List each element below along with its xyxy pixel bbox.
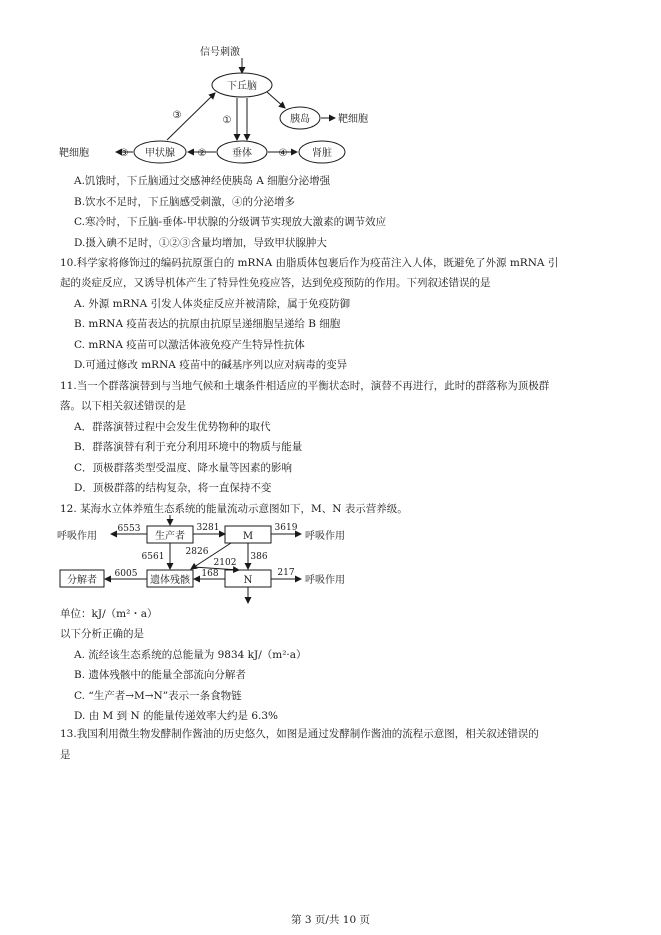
page-footer: 第 3 页/共 10 页 xyxy=(291,914,370,926)
islet-target-label: 靶细胞 xyxy=(338,114,368,125)
producer-label: 生产者 xyxy=(155,531,185,542)
label-2: ② xyxy=(197,148,207,159)
q10-option-a: A. 外源 mRNA 引发人体炎症反应并被清除，属于免疫防御 xyxy=(74,298,351,310)
kidney-label: 肾脏 xyxy=(312,148,332,159)
q9-option-a: A.饥饿时，下丘脑通过交感神经使胰岛 A 细胞分泌增强 xyxy=(74,175,331,187)
v6561-label: 6561 xyxy=(141,552,165,562)
label-3-lower: ③ xyxy=(119,148,129,159)
label-1: ① xyxy=(222,115,232,126)
q12-option-d: D. 由 M 到 N 的能量传递效率大约是 6.3% xyxy=(74,710,279,722)
q12-option-b: B. 遗体残骸中的能量全部流向分解者 xyxy=(74,669,246,681)
respiration-n-label: 呼吸作用 xyxy=(305,575,345,586)
q12-stem: 12. 某海水立体养殖生态系统的能量流动示意图如下，M、N 表示营养级。 xyxy=(60,503,408,515)
hyp-islet-arrow xyxy=(267,92,285,108)
n-label: N xyxy=(243,575,253,586)
q13-stem-line2: 是 xyxy=(60,749,71,761)
q11-option-b: B．群落演替有利于充分利用环境中的物质与能量 xyxy=(74,441,303,453)
q10-stem-line1: 10.科学家将修饰过的编码抗原蛋白的 mRNA 由脂质体包裹后作为疫苗注入人体，既避免了外源 mRNA 引 xyxy=(60,257,559,269)
q13-stem-line1: 13.我国利用微生物发酵制作酱油的历史悠久，如图是通过发酵制作酱油的流程示意图，相关叙述错误的 xyxy=(60,728,539,740)
v6553-label: 6553 xyxy=(117,524,141,534)
q12-option-a: A. 流经该生态系统的总能量为 9834 kJ/（m²·a） xyxy=(74,649,307,661)
decomposer-label: 分解者 xyxy=(67,575,97,586)
m-label: M xyxy=(242,531,254,542)
v217-label: 217 xyxy=(277,568,295,578)
label-4: ④ xyxy=(278,148,288,159)
q11-stem-line2: 落。以下相关叙述错误的是 xyxy=(60,400,186,412)
q10-option-b: B. mRNA 疫苗表达的抗原由抗原呈递细胞呈递给 B 细胞 xyxy=(74,318,341,330)
q10-stem-line2: 起的炎症反应，又诱导机体产生了特异性免疫应答，达到免疫预防的作用。下列叙述错误的是 xyxy=(60,277,491,289)
label-3-upper: ③ xyxy=(172,110,182,121)
q10-option-c: C. mRNA 疫苗可以激活体液免疫产生特异性抗体 xyxy=(74,339,305,351)
islet-label: 胰岛 xyxy=(290,114,310,125)
q12-prompt: 以下分析正确的是 xyxy=(60,628,144,640)
hypothalamus-label: 下丘脑 xyxy=(227,81,257,92)
q9-regulation-diagram xyxy=(55,40,385,170)
pituitary-label: 垂体 xyxy=(232,148,252,159)
v3619-label: 3619 xyxy=(274,523,298,533)
v2826-label: 2826 xyxy=(185,547,209,557)
respiration-producer-label: 呼吸作用 xyxy=(57,531,97,542)
q12-option-c: C. “生产者→M→N”表示一条食物链 xyxy=(74,690,242,702)
v386-label: 386 xyxy=(250,552,268,562)
signal-label: 信号刺激 xyxy=(200,47,240,58)
q9-option-b: B.饮水不足时，下丘脑感受刺激，④的分泌增多 xyxy=(74,196,296,208)
v6005-label: 6005 xyxy=(114,569,138,579)
thyroid-label: 甲状腺 xyxy=(145,148,175,159)
q11-option-d: D．顶极群落的结构复杂，将一直保持不变 xyxy=(74,482,272,494)
v2102-label: 2102 xyxy=(213,558,237,568)
v3281-label: 3281 xyxy=(196,523,220,533)
q12-unit: 单位：kJ/（m²・a） xyxy=(60,608,158,620)
q12-energy-flow-diagram xyxy=(55,515,375,605)
q9-option-d: D.摄入碘不足时，①②③含量均增加，导致甲状腺肿大 xyxy=(74,237,327,249)
q11-option-c: C．顶极群落类型受温度、降水量等因素的影响 xyxy=(74,462,293,474)
respiration-m-label: 呼吸作用 xyxy=(305,531,345,542)
q9-option-c: C.寒冷时，下丘脑-垂体-甲状腺的分级调节实现放大激素的调节效应 xyxy=(74,216,387,228)
q11-stem-line1: 11.当一个群落演替到与当地气候和土壤条件相适应的平衡状态时，演替不再进行，此时的群落称为顶极群 xyxy=(60,380,550,392)
q11-option-a: A．群落演替过程中会发生优势物种的取代 xyxy=(74,421,271,433)
thyroid-target-label: 靶细胞 xyxy=(59,148,89,159)
v168-label: 168 xyxy=(201,569,219,579)
q10-option-d: D.可通过修改 mRNA 疫苗中的碱基序列以应对病毒的变异 xyxy=(74,359,348,371)
detritus-label: 遗体残骸 xyxy=(150,575,190,586)
